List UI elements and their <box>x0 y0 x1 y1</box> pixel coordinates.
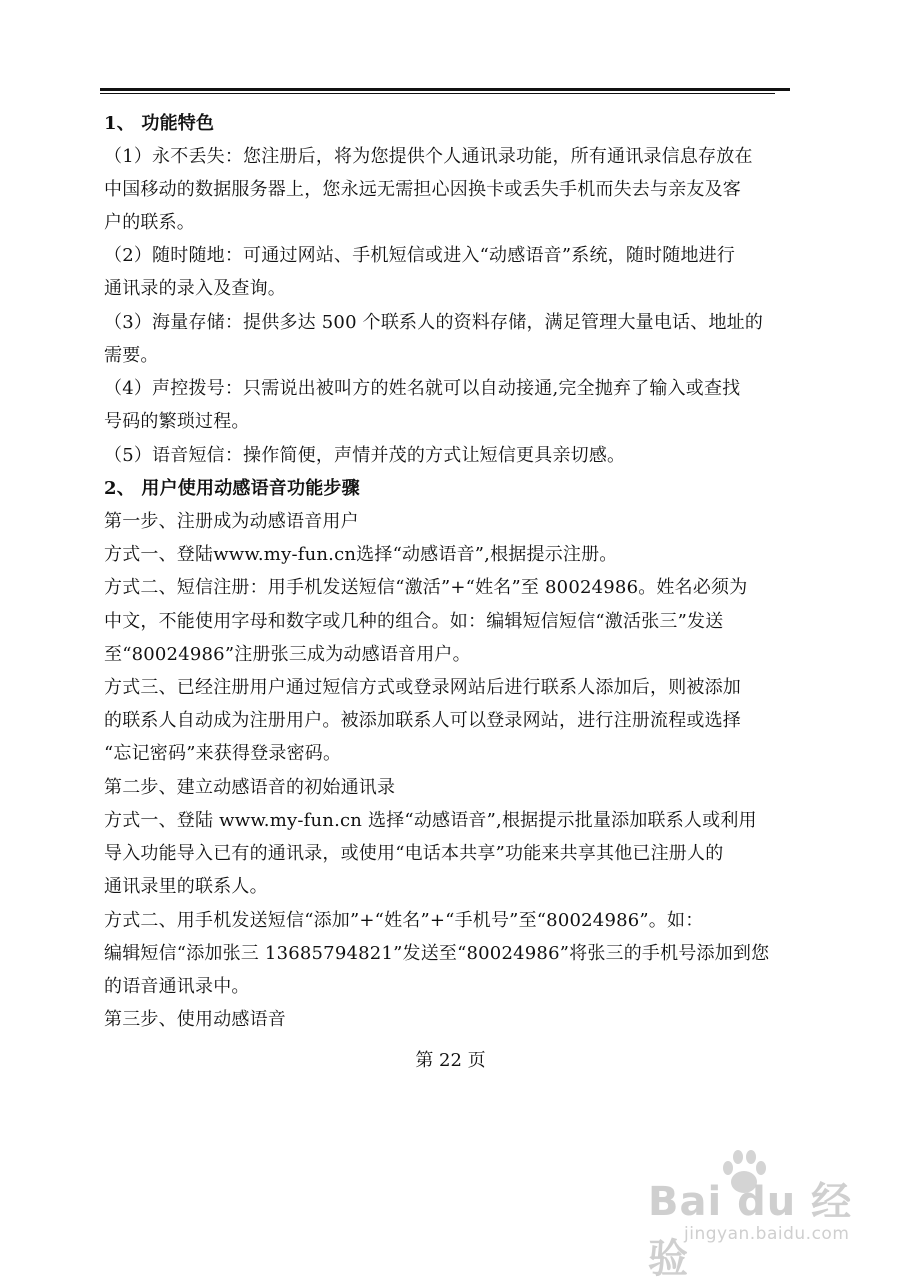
text-line: 方式一、登陆 www.my-fun.cn 选择“动感语音”,根据提示批量添加联系人或利用 <box>104 810 757 831</box>
text-line: （4）声控拨号：只需说出被叫方的姓名就可以自动接通,完全抛弃了输入或查找 <box>104 378 741 399</box>
text-line: 户的联系。 <box>104 212 195 233</box>
text-line: （5）语音短信：操作简便，声情并茂的方式让短信更具亲切感。 <box>104 445 626 466</box>
watermark <box>640 1148 870 1282</box>
text-line: 方式三、已经注册用户通过短信方式或登录网站后进行联系人添加后，则被添加 <box>104 677 741 698</box>
text-line: （2）随时随地：可通过网站、手机短信或进入“动感语音”系统，随时随地进行 <box>104 245 736 266</box>
page-number: 第 22 页 <box>415 1050 486 1071</box>
text-line: 至“80024986”注册张三成为动感语音用户。 <box>104 644 471 665</box>
text-line: 方式一、登陆www.my-fun.cn选择“动感语音”,根据提示注册。 <box>104 544 618 565</box>
text-line: 编辑短信“添加张三 13685794821”发送至“80024986”将张三的手机号添加到您 <box>104 943 770 964</box>
watermark-url: jingyan.baidu.com <box>684 1224 850 1244</box>
text-line: 第一步、注册成为动感语音用户 <box>104 511 359 532</box>
text-line: 方式二、短信注册：用手机发送短信“激活”+“姓名”至 80024986。姓名必须为 <box>104 577 748 598</box>
section-heading: 1、 功能特色 <box>104 113 215 134</box>
text-line: 的语音通讯录中。 <box>104 976 250 997</box>
text-line: 导入功能导入已有的通讯录，或使用“电话本共享”功能来共享其他已注册人的 <box>104 843 724 864</box>
text-line: 第二步、建立动感语音的初始通讯录 <box>104 777 396 798</box>
text-line: 方式二、用手机发送短信“添加”+“姓名”+“手机号”至“80024986”。如： <box>104 910 704 931</box>
text-line: 通讯录里的联系人。 <box>104 876 268 897</box>
text-line: “忘记密码”来获得登录密码。 <box>104 743 342 764</box>
text-line: 的联系人自动成为注册用户。被添加联系人可以登录网站，进行注册流程或选择 <box>104 710 741 731</box>
section-heading: 2、 用户使用动感语音功能步骤 <box>104 478 360 499</box>
watermark-brand: Bai du 经验 <box>648 1179 853 1282</box>
text-line: 号码的繁琐过程。 <box>104 411 250 432</box>
text-line: （1）永不丢失：您注册后，将为您提供个人通讯录功能，所有通讯录信息存放在 <box>104 146 753 167</box>
header-rule-thin <box>100 93 775 94</box>
text-line: 中国移动的数据服务器上，您永远无需担心因换卡或丢失手机而失去与亲友及客 <box>104 179 741 200</box>
text-line: 需要。 <box>104 345 159 366</box>
header-rule-thick <box>100 88 790 91</box>
text-line: 第三步、使用动感语音 <box>104 1009 286 1030</box>
text-line: 中文，不能使用字母和数字或几种的组合。如：编辑短信短信“激活张三”发送 <box>104 611 724 632</box>
text-line: （3）海量存储：提供多达 500 个联系人的资料存储，满足管理大量电话、地址的 <box>104 312 764 333</box>
text-line: 通讯录的录入及查询。 <box>104 278 286 299</box>
